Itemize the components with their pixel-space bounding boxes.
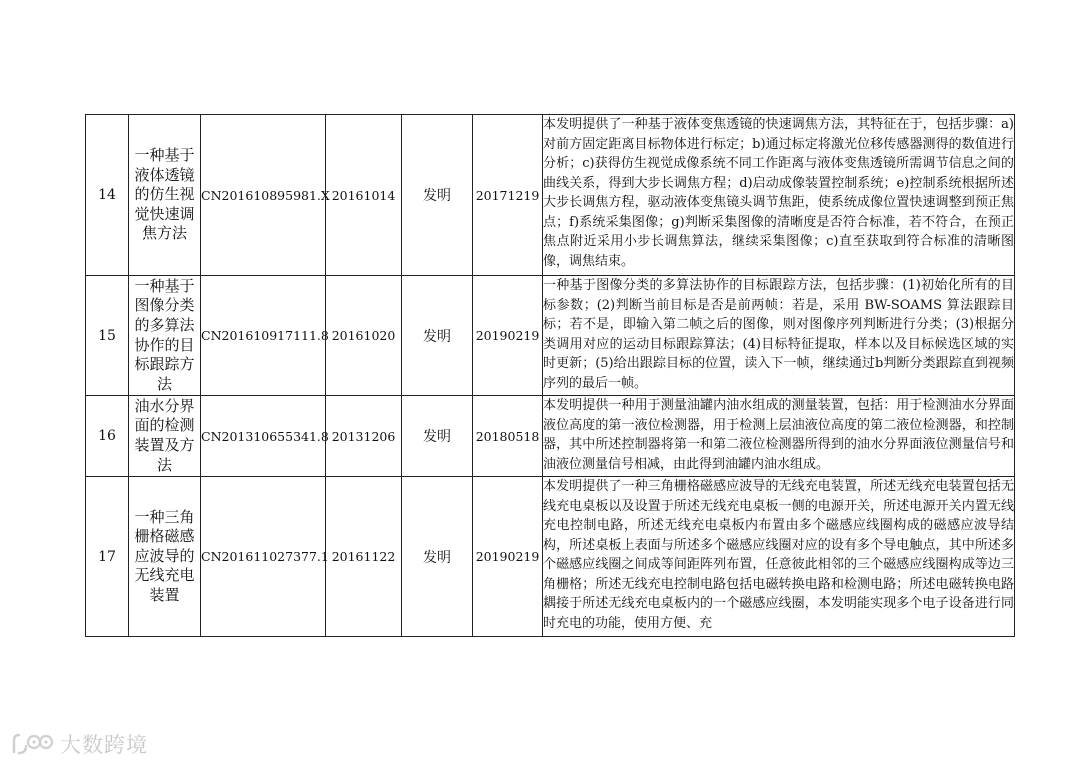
patent-type: 发明	[402, 115, 473, 276]
grant-date: 20171219	[473, 115, 543, 276]
patent-abstract-cell	[543, 396, 1015, 477]
patent-table	[85, 114, 1015, 637]
application-date: 20161020	[326, 276, 402, 396]
row-number: 16	[86, 396, 129, 477]
table-row	[86, 115, 1015, 276]
patent-abstract: 本发明提供一种用于测量油罐内油水组成的测量装置，包括：用于检测油水分界面液位高度的第一液位检测器，用于检测上层油液位高度的第二液位检测器，和控制器，其中所述控制器将第一和第二液位检测器所得到的油水分界面液位测量信号和油液位测量信号相减，由此得到油罐内油水组成。	[543, 398, 1014, 472]
patent-name: 油水分界面的检测装置及方法	[129, 396, 201, 477]
row-number: 17	[86, 477, 129, 637]
patent-name: 一种三角栅格磁感应波导的无线充电装置	[129, 477, 201, 637]
application-date: 20131206	[326, 396, 402, 477]
patent-abstract: 一种基于图像分类的多算法协作的目标跟踪方法，包括步骤：(1)初始化所有的目标参数；(2)判断当前目标是否是前两帧：若是，采用 BW-SOAMS 算法跟踪目标；若不是，即输入第二帧之后的图像，则对图像序列判断进行分类；(3)根据分类调用对应的运动目标跟踪算法；(4)目标特征提取，样本以及目标候选区域的实时更新；(5)给出跟踪目标的位置，读入下一帧，继续通过b判断分类跟踪直到视频序列的最后一帧。	[543, 278, 1014, 391]
watermark-text: 大数跨境	[60, 733, 148, 757]
table-row	[86, 276, 1015, 396]
application-date: 20161122	[326, 477, 402, 637]
patent-name: 一种基于图像分类的多算法协作的目标跟踪方法	[129, 276, 201, 396]
grant-date: 20180518	[473, 396, 543, 477]
row-number: 15	[86, 276, 129, 396]
application-date: 20161014	[326, 115, 402, 276]
table-row	[86, 477, 1015, 637]
patent-type: 发明	[402, 396, 473, 477]
grant-date: 20190219	[473, 477, 543, 637]
patent-number: CN201310655341.8	[201, 396, 326, 477]
grant-date: 20190219	[473, 276, 543, 396]
patent-number: CN201610917111.8	[201, 276, 326, 396]
patent-type: 发明	[402, 477, 473, 637]
patent-number: CN201611027377.1	[201, 477, 326, 637]
patent-abstract-cell	[543, 477, 1015, 637]
watermark	[10, 730, 148, 758]
patent-abstract-cell	[543, 115, 1015, 276]
brand-logo-icon	[10, 732, 56, 756]
patent-name: 一种基于液体透镜的仿生视觉快速调焦方法	[129, 115, 201, 276]
table-row	[86, 396, 1015, 477]
patent-abstract: 本发明提供了一种基于液体变焦透镜的快速调焦方法，其特征在于，包括步骤：a)对前方固定距离目标物体进行标定；b)通过标定将激光位移传感器测得的数值进行分析；c)获得仿生视觉成像系统不同工作距离与液体变焦透镜所需调节信息之间的曲线关系，得到大步长调焦方程；d)启动成像装置控制系统；e)控制系统根据所述大步长调焦方程，驱动液体变焦镜头调节焦距，使系统成像位置快速调整到预正焦点；f)系统采集图像；g)判断采集图像的清晰度是否符合标准，若不符合，在预正焦点附近采用小步长调焦算法，继续采集图像；c)直至获取到符合标准的清晰图像，调焦结束。	[543, 117, 1014, 269]
patent-number: CN201610895981.X	[201, 115, 326, 276]
row-number: 14	[86, 115, 129, 276]
patent-type: 发明	[402, 276, 473, 396]
patent-abstract: 本发明提供了一种三角栅格磁感应波导的无线充电装置，所述无线充电装置包括无线充电桌板以及设置于所述无线充电桌板一侧的电源开关，所述电源开关内置无线充电控制电路，所述无线充电桌板内布置由多个磁感应线圈构成的磁感应波导结构，所述桌板上表面与所述多个磁感应线圈对应的设有多个导电触点，其中所述多个磁感应线圈之间成等间距阵列布置，任意彼此相邻的三个磁感应线圈构成等边三角栅格；所述无线充电控制电路包括电磁转换电路和检测电路；所述电磁转换电路耦接于所述无线充电桌板内的一个磁感应线圈，本发明能实现多个电子设备进行同时充电的功能，使用方便、充	[543, 479, 1014, 631]
patent-abstract-cell	[543, 276, 1015, 396]
